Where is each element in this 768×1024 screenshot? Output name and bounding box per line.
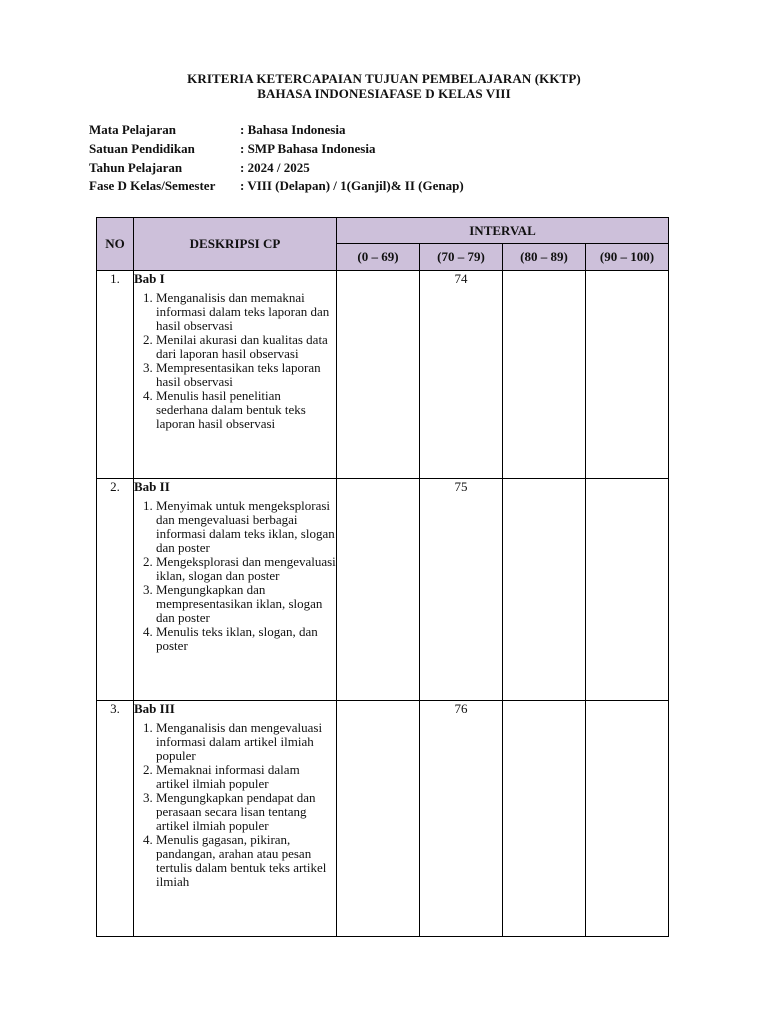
interval-cell: [503, 271, 586, 479]
meta-row-school: [89, 140, 464, 159]
list-item: 3. Mengungkapkan pendapat dan perasaan secara lisan tentang artikel ilmiah populer: [156, 791, 336, 833]
document-meta: [89, 121, 464, 196]
meta-label: Satuan Pendidikan: [89, 141, 195, 157]
list-item: 4. Menulis teks iklan, slogan, dan poster: [156, 625, 336, 653]
list-item: 3. Mengungkapkan dan mempresentasikan iklan, slogan dan poster: [156, 583, 336, 625]
meta-label: Mata Pelajaran: [89, 122, 177, 138]
bab-heading: Bab II: [134, 479, 170, 494]
list-item: 4. Menulis hasil penelitian sederhana dalam bentuk teks laporan hasil observasi: [156, 389, 336, 431]
interval-cell: [586, 701, 669, 937]
header-no: NO: [97, 218, 134, 271]
row-number: 3.: [97, 701, 134, 937]
list-item: 2. Mengeksplorasi dan mengevaluasi iklan, slogan dan poster: [156, 555, 336, 583]
meta-row-subject: [89, 121, 464, 140]
interval-cell: [337, 271, 420, 479]
meta-row-year: [89, 158, 464, 177]
row-number: 2.: [97, 479, 134, 701]
meta-row-phase: [89, 177, 464, 196]
meta-value: : VIII (Delapan) / 1(Ganjil)& II (Genap): [240, 178, 464, 194]
header-range: (90 – 100): [586, 244, 669, 271]
interval-cell: [503, 701, 586, 937]
list-item: 1. Menganalisis dan memaknai informasi dalam teks laporan dan hasil observasi: [156, 291, 336, 333]
table-row: [97, 479, 669, 701]
cp-list: [134, 291, 336, 431]
header-deskripsi: DESKRIPSI CP: [134, 218, 337, 271]
meta-value: : Bahasa Indonesia: [240, 122, 346, 138]
meta-label: Fase D Kelas/Semester: [89, 178, 216, 194]
list-item: 4. Menulis gagasan, pikiran, pandangan, arahan atau pesan tertulis dalam bentuk teks artikel ilmiah: [156, 833, 336, 889]
row-description: [134, 271, 337, 479]
row-description: [134, 479, 337, 701]
interval-cell: [337, 479, 420, 701]
meta-label: Tahun Pelajaran: [89, 159, 183, 175]
list-item: 1. Menganalisis dan mengevaluasi informasi dalam artikel ilmiah populer: [156, 721, 336, 763]
table-row: [97, 271, 669, 479]
cp-list: [134, 721, 336, 889]
bab-heading: Bab I: [134, 271, 165, 286]
interval-cell: [337, 701, 420, 937]
header-range: (0 – 69): [337, 244, 420, 271]
document-title: KRITERIA KETERCAPAIAN TUJUAN PEMBELAJARAN (KKTP): [187, 71, 581, 86]
meta-value: : 2024 / 2025: [240, 159, 310, 175]
header-range: (80 – 89): [503, 244, 586, 271]
bab-heading: Bab III: [134, 701, 175, 716]
list-item: 3. Mempresentasikan teks laporan hasil observasi: [156, 361, 336, 389]
interval-cell: [586, 479, 669, 701]
row-description: [134, 701, 337, 937]
header-range: (70 – 79): [420, 244, 503, 271]
interval-cell: 74: [420, 271, 503, 479]
interval-cell: [503, 479, 586, 701]
document-subtitle: BAHASA INDONESIAFASE D KELAS VIII: [257, 86, 511, 101]
list-item: 2. Menilai akurasi dan kualitas data dari laporan hasil observasi: [156, 333, 336, 361]
row-number: 1.: [97, 271, 134, 479]
header-interval: INTERVAL: [337, 218, 669, 244]
interval-cell: 75: [420, 479, 503, 701]
cp-list: [134, 499, 336, 653]
kktp-table: [96, 217, 669, 937]
interval-cell: [586, 271, 669, 479]
list-item: 1. Menyimak untuk mengeksplorasi dan mengevaluasi berbagai informasi dalam teks iklan, slogan dan poster: [156, 499, 336, 555]
table-row: [97, 701, 669, 937]
list-item: 2. Memaknai informasi dalam artikel ilmiah populer: [156, 763, 336, 791]
meta-value: : SMP Bahasa Indonesia: [240, 141, 376, 157]
interval-cell: 76: [420, 701, 503, 937]
